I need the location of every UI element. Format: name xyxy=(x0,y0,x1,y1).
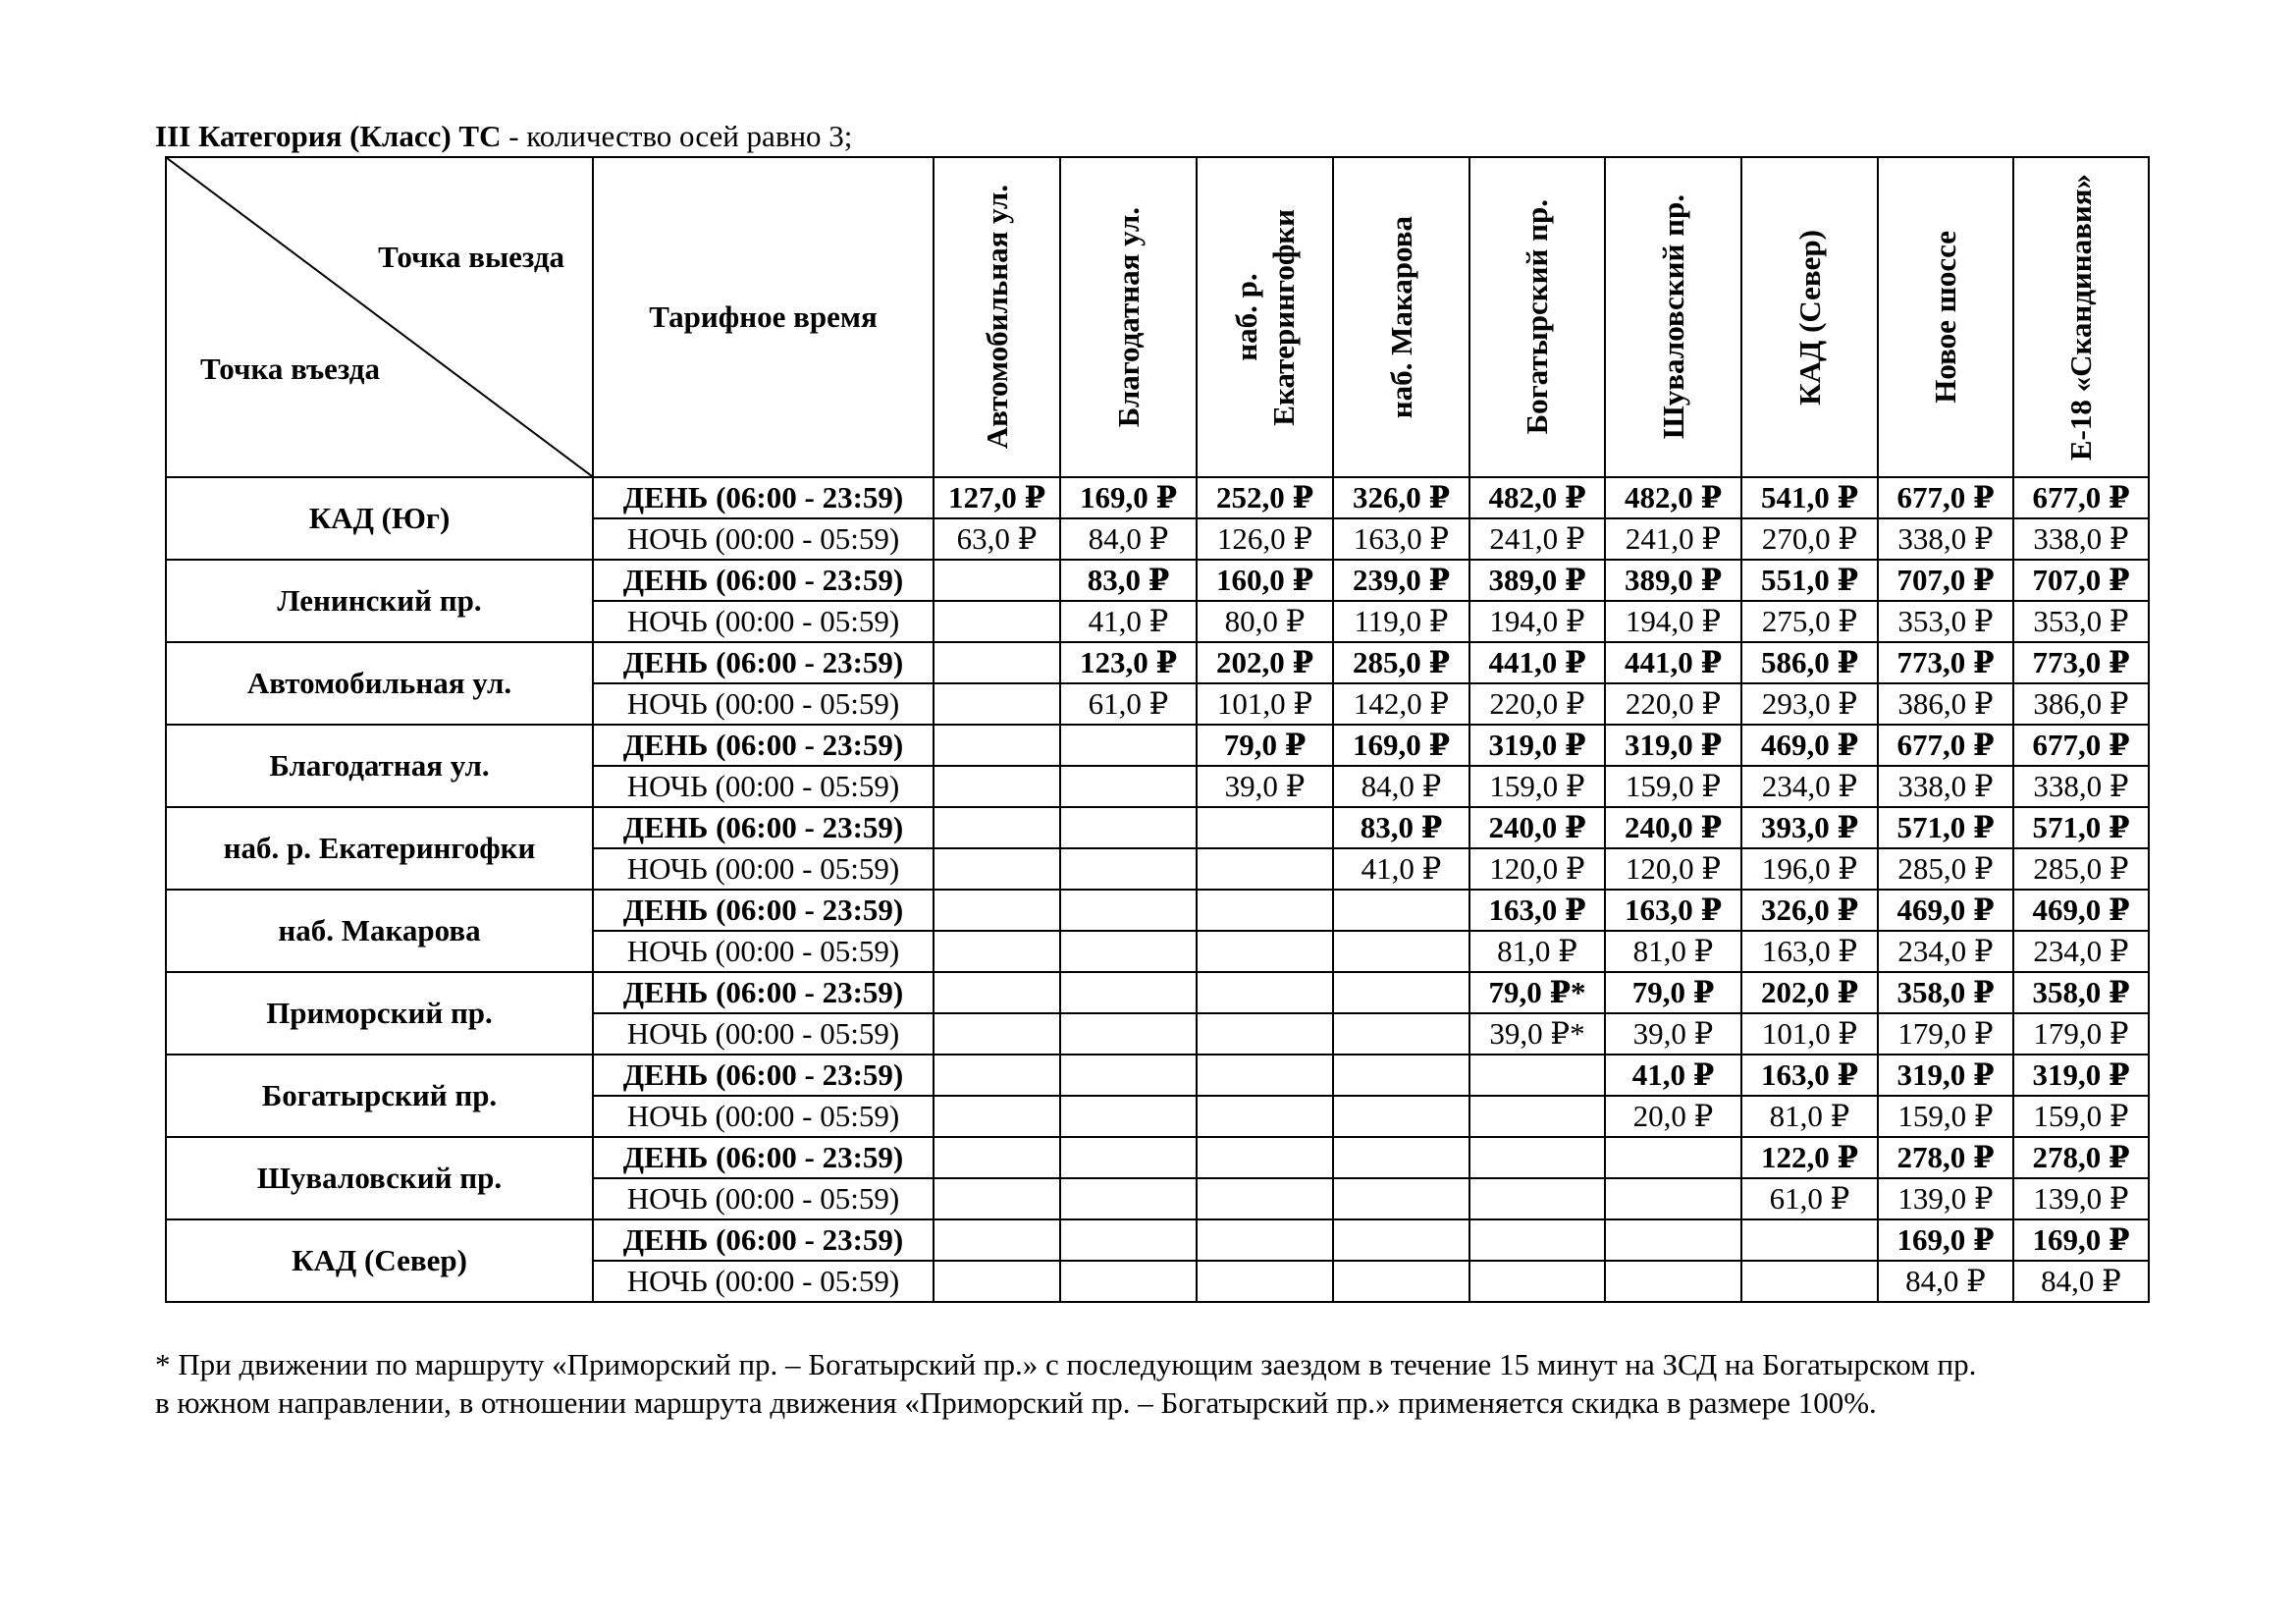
exit-point-header-line: КАД (Север) xyxy=(1791,229,1827,406)
price-cell xyxy=(934,560,1060,601)
table-body xyxy=(166,477,2149,1302)
price-cell: 169,0 ₽ xyxy=(2013,1219,2149,1261)
price-cell: 240,0 ₽ xyxy=(1605,807,1741,848)
price-cell: 139,0 ₽ xyxy=(2013,1178,2149,1219)
day-tariff-label: ДЕНЬ (06:00 - 23:59) xyxy=(593,642,934,683)
price-cell xyxy=(1060,972,1197,1013)
price-cell: 482,0 ₽ xyxy=(1605,477,1741,518)
night-tariff-label: НОЧЬ (00:00 - 05:59) xyxy=(593,766,934,807)
price-cell: 81,0 ₽ xyxy=(1469,931,1605,972)
diagonal-line xyxy=(167,158,592,476)
price-cell: 20,0 ₽ xyxy=(1605,1096,1741,1137)
price-cell: 79,0 ₽ xyxy=(1605,972,1741,1013)
price-cell xyxy=(1197,807,1333,848)
price-cell xyxy=(1060,1013,1197,1055)
price-cell xyxy=(1333,890,1469,931)
price-cell xyxy=(1060,1096,1197,1137)
price-cell: 239,0 ₽ xyxy=(1333,560,1469,601)
price-cell xyxy=(1197,848,1333,890)
night-tariff-label: НОЧЬ (00:00 - 05:59) xyxy=(593,1261,934,1302)
exit-point-header xyxy=(1333,157,1469,477)
price-cell: 386,0 ₽ xyxy=(1878,683,2013,725)
entry-point-name: КАД (Юг) xyxy=(166,477,593,560)
exit-point-label: Точка выезда xyxy=(378,240,564,274)
table-row xyxy=(166,1219,2149,1261)
price-cell: 63,0 ₽ xyxy=(934,518,1060,560)
price-cell: 393,0 ₽ xyxy=(1741,807,1878,848)
exit-point-header-line: Шуваловский пр. xyxy=(1655,194,1690,440)
price-cell xyxy=(1605,1261,1741,1302)
price-cell xyxy=(1605,1178,1741,1219)
price-cell: 101,0 ₽ xyxy=(1197,683,1333,725)
price-cell: 163,0 ₽ xyxy=(1741,931,1878,972)
price-cell: 469,0 ₽ xyxy=(1741,725,1878,766)
exit-point-header-wrap xyxy=(934,160,1059,474)
price-cell: 142,0 ₽ xyxy=(1333,683,1469,725)
price-cell: 319,0 ₽ xyxy=(1605,725,1741,766)
night-tariff-label: НОЧЬ (00:00 - 05:59) xyxy=(593,601,934,642)
price-cell: 122,0 ₽ xyxy=(1741,1137,1878,1178)
price-cell: 275,0 ₽ xyxy=(1741,601,1878,642)
price-cell xyxy=(1060,1261,1197,1302)
price-cell xyxy=(934,601,1060,642)
exit-point-header-text xyxy=(2062,174,2100,460)
exit-point-header-wrap xyxy=(1061,160,1196,474)
price-cell: 358,0 ₽ xyxy=(1878,972,2013,1013)
price-cell: 707,0 ₽ xyxy=(1878,560,2013,601)
price-cell xyxy=(1060,848,1197,890)
price-cell xyxy=(934,1261,1060,1302)
price-cell: 241,0 ₽ xyxy=(1469,518,1605,560)
exit-point-header-line: Е-18 «Скандинавия» xyxy=(2063,173,2098,461)
price-cell: 386,0 ₽ xyxy=(2013,683,2149,725)
price-cell: 389,0 ₽ xyxy=(1469,560,1605,601)
price-cell xyxy=(934,1219,1060,1261)
price-cell: 338,0 ₽ xyxy=(2013,518,2149,560)
price-cell: 196,0 ₽ xyxy=(1741,848,1878,890)
price-cell xyxy=(934,1013,1060,1055)
price-cell xyxy=(1469,1219,1605,1261)
price-cell xyxy=(1060,807,1197,848)
price-cell xyxy=(934,642,1060,683)
price-cell: 61,0 ₽ xyxy=(1060,683,1197,725)
price-cell xyxy=(934,1178,1060,1219)
price-cell: 84,0 ₽ xyxy=(1333,766,1469,807)
price-cell: 353,0 ₽ xyxy=(2013,601,2149,642)
price-cell: 41,0 ₽ xyxy=(1333,848,1469,890)
price-cell: 677,0 ₽ xyxy=(2013,725,2149,766)
price-cell: 482,0 ₽ xyxy=(1469,477,1605,518)
price-cell xyxy=(1741,1261,1878,1302)
exit-point-header-wrap xyxy=(1470,160,1604,474)
exit-point-header-text xyxy=(1927,231,1964,404)
price-cell: 441,0 ₽ xyxy=(1469,642,1605,683)
price-cell: 41,0 ₽ xyxy=(1060,601,1197,642)
price-cell: 571,0 ₽ xyxy=(2013,807,2149,848)
price-cell: 163,0 ₽ xyxy=(1333,518,1469,560)
price-cell xyxy=(1060,1219,1197,1261)
exit-point-header-text xyxy=(1228,209,1303,426)
price-cell: 707,0 ₽ xyxy=(2013,560,2149,601)
price-cell xyxy=(1197,972,1333,1013)
price-cell: 326,0 ₽ xyxy=(1741,890,1878,931)
price-cell xyxy=(1197,1137,1333,1178)
price-cell: 285,0 ₽ xyxy=(1878,848,2013,890)
price-cell xyxy=(1197,1055,1333,1096)
price-cell xyxy=(1060,725,1197,766)
price-cell: 202,0 ₽ xyxy=(1197,642,1333,683)
price-cell xyxy=(1333,972,1469,1013)
exit-point-header-wrap xyxy=(1334,160,1468,474)
price-cell: 241,0 ₽ xyxy=(1605,518,1741,560)
table-row xyxy=(166,477,2149,518)
tariff-time-header: Тарифное время xyxy=(593,157,934,477)
price-cell xyxy=(1333,1219,1469,1261)
night-tariff-label: НОЧЬ (00:00 - 05:59) xyxy=(593,848,934,890)
price-cell xyxy=(934,848,1060,890)
category-subtitle: - количество осей равно 3; xyxy=(501,119,853,153)
category-title: III Категория (Класс) ТС xyxy=(155,119,502,153)
price-cell: 358,0 ₽ xyxy=(2013,972,2149,1013)
price-cell xyxy=(1605,1137,1741,1178)
price-cell: 586,0 ₽ xyxy=(1741,642,1878,683)
exit-point-header xyxy=(1197,157,1333,477)
price-cell: 234,0 ₽ xyxy=(1741,766,1878,807)
price-cell: 84,0 ₽ xyxy=(2013,1261,2149,1302)
price-cell: 541,0 ₽ xyxy=(1741,477,1878,518)
table-row xyxy=(166,1137,2149,1178)
table-row xyxy=(166,972,2149,1013)
entry-point-name: наб. р. Екатерингофки xyxy=(166,807,593,890)
price-cell: 41,0 ₽ xyxy=(1605,1055,1741,1096)
price-cell: 338,0 ₽ xyxy=(2013,766,2149,807)
exit-point-header xyxy=(934,157,1060,477)
exit-point-header-wrap xyxy=(1606,160,1740,474)
price-cell xyxy=(1060,1055,1197,1096)
entry-point-name: КАД (Север) xyxy=(166,1219,593,1302)
price-cell: 234,0 ₽ xyxy=(1878,931,2013,972)
price-cell: 571,0 ₽ xyxy=(1878,807,2013,848)
price-cell xyxy=(934,1096,1060,1137)
exit-point-header-text xyxy=(1655,194,1692,439)
price-cell xyxy=(1197,1013,1333,1055)
exit-point-header xyxy=(1878,157,2013,477)
category-heading xyxy=(155,117,852,156)
exit-point-header-wrap xyxy=(1198,160,1332,474)
price-cell xyxy=(1469,1261,1605,1302)
night-tariff-label: НОЧЬ (00:00 - 05:59) xyxy=(593,683,934,725)
price-cell: 677,0 ₽ xyxy=(2013,477,2149,518)
price-cell: 773,0 ₽ xyxy=(2013,642,2149,683)
price-cell: 202,0 ₽ xyxy=(1741,972,1878,1013)
price-cell: 179,0 ₽ xyxy=(1878,1013,2013,1055)
price-cell xyxy=(934,931,1060,972)
price-cell xyxy=(934,1055,1060,1096)
price-cell xyxy=(1469,1137,1605,1178)
price-cell: 81,0 ₽ xyxy=(1605,931,1741,972)
price-cell: 194,0 ₽ xyxy=(1605,601,1741,642)
entry-point-name: Приморский пр. xyxy=(166,972,593,1055)
exit-point-header xyxy=(1060,157,1197,477)
price-cell: 319,0 ₽ xyxy=(2013,1055,2149,1096)
price-cell: 240,0 ₽ xyxy=(1469,807,1605,848)
table-row xyxy=(166,890,2149,931)
entry-point-name: наб. Макарова xyxy=(166,890,593,972)
exit-point-header-line: наб. Макарова xyxy=(1383,215,1418,419)
price-cell xyxy=(1197,1261,1333,1302)
price-cell: 80,0 ₽ xyxy=(1197,601,1333,642)
footnote-line-1: * При движении по маршруту «Приморский пр. – Богатырский пр.» с последующим заездом в течение 15 минут на ЗСД на Богатырском пр. xyxy=(155,1347,1977,1381)
price-cell: 169,0 ₽ xyxy=(1333,725,1469,766)
price-cell: 119,0 ₽ xyxy=(1333,601,1469,642)
price-cell xyxy=(934,972,1060,1013)
night-tariff-label: НОЧЬ (00:00 - 05:59) xyxy=(593,931,934,972)
price-cell: 81,0 ₽ xyxy=(1741,1096,1878,1137)
price-cell: 293,0 ₽ xyxy=(1741,683,1878,725)
night-tariff-label: НОЧЬ (00:00 - 05:59) xyxy=(593,518,934,560)
price-cell: 169,0 ₽ xyxy=(1060,477,1197,518)
table-row xyxy=(166,560,2149,601)
price-cell xyxy=(1333,1096,1469,1137)
day-tariff-label: ДЕНЬ (06:00 - 23:59) xyxy=(593,1055,934,1096)
entry-point-name: Благодатная ул. xyxy=(166,725,593,807)
price-cell xyxy=(1333,931,1469,972)
price-cell: 270,0 ₽ xyxy=(1741,518,1878,560)
entry-point-name: Автомобильная ул. xyxy=(166,642,593,725)
price-cell: 163,0 ₽ xyxy=(1741,1055,1878,1096)
price-cell: 163,0 ₽ xyxy=(1605,890,1741,931)
price-cell: 220,0 ₽ xyxy=(1605,683,1741,725)
exit-point-header-line: Новое шоссе xyxy=(1928,231,1962,404)
day-tariff-label: ДЕНЬ (06:00 - 23:59) xyxy=(593,972,934,1013)
price-cell: 79,0 ₽* xyxy=(1469,972,1605,1013)
price-cell: 159,0 ₽ xyxy=(2013,1096,2149,1137)
tariff-table xyxy=(165,156,2150,1303)
day-tariff-label: ДЕНЬ (06:00 - 23:59) xyxy=(593,560,934,601)
table-row xyxy=(166,807,2149,848)
price-cell: 169,0 ₽ xyxy=(1878,1219,2013,1261)
day-tariff-label: ДЕНЬ (06:00 - 23:59) xyxy=(593,477,934,518)
price-cell: 773,0 ₽ xyxy=(1878,642,2013,683)
exit-point-header-text xyxy=(1791,230,1829,406)
day-tariff-label: ДЕНЬ (06:00 - 23:59) xyxy=(593,807,934,848)
price-cell: 159,0 ₽ xyxy=(1605,766,1741,807)
day-tariff-label: ДЕНЬ (06:00 - 23:59) xyxy=(593,1137,934,1178)
price-cell: 39,0 ₽ xyxy=(1197,766,1333,807)
price-cell xyxy=(1333,1261,1469,1302)
price-cell xyxy=(1333,1137,1469,1178)
price-cell: 123,0 ₽ xyxy=(1060,642,1197,683)
price-cell xyxy=(1197,1178,1333,1219)
price-cell: 389,0 ₽ xyxy=(1605,560,1741,601)
price-cell: 84,0 ₽ xyxy=(1060,518,1197,560)
exit-point-header-text xyxy=(1110,207,1148,427)
exit-point-header-line: Благодатная ул. xyxy=(1110,206,1146,428)
footnote-line-2: в южном направлении, в отношении маршрута движения «Приморский пр. – Богатырский пр.» применяется скидка в размере 100%. xyxy=(155,1385,1877,1420)
price-cell xyxy=(1741,1219,1878,1261)
price-cell: 101,0 ₽ xyxy=(1741,1013,1878,1055)
price-cell: 120,0 ₽ xyxy=(1469,848,1605,890)
price-cell xyxy=(1469,1055,1605,1096)
footnote xyxy=(155,1345,2167,1422)
exit-point-header-line: Екатерингофки xyxy=(1265,208,1301,426)
table-header-row xyxy=(166,157,2149,477)
price-cell: 163,0 ₽ xyxy=(1469,890,1605,931)
price-cell xyxy=(1060,890,1197,931)
day-tariff-label: ДЕНЬ (06:00 - 23:59) xyxy=(593,725,934,766)
price-cell: 285,0 ₽ xyxy=(2013,848,2149,890)
price-cell xyxy=(934,890,1060,931)
price-cell: 83,0 ₽ xyxy=(1333,807,1469,848)
entry-point-name: Ленинский пр. xyxy=(166,560,593,642)
exit-point-header-text xyxy=(979,185,1016,449)
exit-point-header-text xyxy=(1519,199,1556,434)
price-cell xyxy=(1197,1219,1333,1261)
price-cell: 551,0 ₽ xyxy=(1741,560,1878,601)
price-cell: 319,0 ₽ xyxy=(1469,725,1605,766)
price-cell: 285,0 ₽ xyxy=(1333,642,1469,683)
corner-header-cell xyxy=(166,157,593,477)
table-row xyxy=(166,1055,2149,1096)
price-cell: 127,0 ₽ xyxy=(934,477,1060,518)
price-cell xyxy=(1333,1055,1469,1096)
entry-point-name: Шуваловский пр. xyxy=(166,1137,593,1219)
price-cell xyxy=(934,807,1060,848)
exit-point-header xyxy=(1605,157,1741,477)
price-cell xyxy=(1060,766,1197,807)
price-cell: 39,0 ₽ xyxy=(1605,1013,1741,1055)
exit-point-header-line: наб. р. xyxy=(1228,273,1263,361)
price-cell xyxy=(934,683,1060,725)
price-cell: 319,0 ₽ xyxy=(1878,1055,2013,1096)
price-cell: 469,0 ₽ xyxy=(1878,890,2013,931)
price-cell: 61,0 ₽ xyxy=(1741,1178,1878,1219)
price-cell: 469,0 ₽ xyxy=(2013,890,2149,931)
price-cell: 338,0 ₽ xyxy=(1878,518,2013,560)
day-tariff-label: ДЕНЬ (06:00 - 23:59) xyxy=(593,890,934,931)
exit-point-header xyxy=(1741,157,1878,477)
price-cell: 326,0 ₽ xyxy=(1333,477,1469,518)
price-cell: 126,0 ₽ xyxy=(1197,518,1333,560)
exit-point-header-text xyxy=(1383,216,1420,418)
price-cell: 234,0 ₽ xyxy=(2013,931,2149,972)
price-cell xyxy=(1060,1137,1197,1178)
price-cell: 278,0 ₽ xyxy=(2013,1137,2149,1178)
price-cell: 353,0 ₽ xyxy=(1878,601,2013,642)
price-cell: 179,0 ₽ xyxy=(2013,1013,2149,1055)
price-cell: 677,0 ₽ xyxy=(1878,477,2013,518)
price-cell: 39,0 ₽* xyxy=(1469,1013,1605,1055)
exit-point-header-line: Автомобильная ул. xyxy=(979,185,1014,450)
price-cell: 139,0 ₽ xyxy=(1878,1178,2013,1219)
entry-point-label: Точка въезда xyxy=(200,352,380,386)
price-cell: 252,0 ₽ xyxy=(1197,477,1333,518)
price-cell xyxy=(1197,890,1333,931)
price-cell: 194,0 ₽ xyxy=(1469,601,1605,642)
night-tariff-label: НОЧЬ (00:00 - 05:59) xyxy=(593,1096,934,1137)
price-cell: 677,0 ₽ xyxy=(1878,725,2013,766)
price-cell xyxy=(1197,931,1333,972)
price-cell: 83,0 ₽ xyxy=(1060,560,1197,601)
price-cell xyxy=(1333,1013,1469,1055)
price-cell xyxy=(1469,1096,1605,1137)
price-cell: 220,0 ₽ xyxy=(1469,683,1605,725)
price-cell: 84,0 ₽ xyxy=(1878,1261,2013,1302)
price-cell xyxy=(1060,931,1197,972)
entry-point-name: Богатырский пр. xyxy=(166,1055,593,1137)
price-cell xyxy=(1060,1178,1197,1219)
price-cell: 160,0 ₽ xyxy=(1197,560,1333,601)
night-tariff-label: НОЧЬ (00:00 - 05:59) xyxy=(593,1013,934,1055)
price-cell: 159,0 ₽ xyxy=(1878,1096,2013,1137)
exit-point-header-wrap xyxy=(2014,160,2148,474)
price-cell: 441,0 ₽ xyxy=(1605,642,1741,683)
price-cell xyxy=(1333,1178,1469,1219)
exit-point-header xyxy=(1469,157,1605,477)
table-row xyxy=(166,642,2149,683)
exit-point-header-wrap xyxy=(1742,160,1877,474)
price-cell: 338,0 ₽ xyxy=(1878,766,2013,807)
price-cell xyxy=(1605,1219,1741,1261)
price-cell xyxy=(934,725,1060,766)
price-cell xyxy=(1197,1096,1333,1137)
price-cell: 120,0 ₽ xyxy=(1605,848,1741,890)
exit-point-header-line: Богатырский пр. xyxy=(1520,199,1554,435)
price-cell: 278,0 ₽ xyxy=(1878,1137,2013,1178)
price-cell xyxy=(1469,1178,1605,1219)
exit-point-header xyxy=(2013,157,2149,477)
day-tariff-label: ДЕНЬ (06:00 - 23:59) xyxy=(593,1219,934,1261)
price-cell xyxy=(934,766,1060,807)
exit-point-header-wrap xyxy=(1879,160,2012,474)
price-cell: 159,0 ₽ xyxy=(1469,766,1605,807)
price-cell: 79,0 ₽ xyxy=(1197,725,1333,766)
price-cell xyxy=(934,1137,1060,1178)
table-row xyxy=(166,725,2149,766)
night-tariff-label: НОЧЬ (00:00 - 05:59) xyxy=(593,1178,934,1219)
